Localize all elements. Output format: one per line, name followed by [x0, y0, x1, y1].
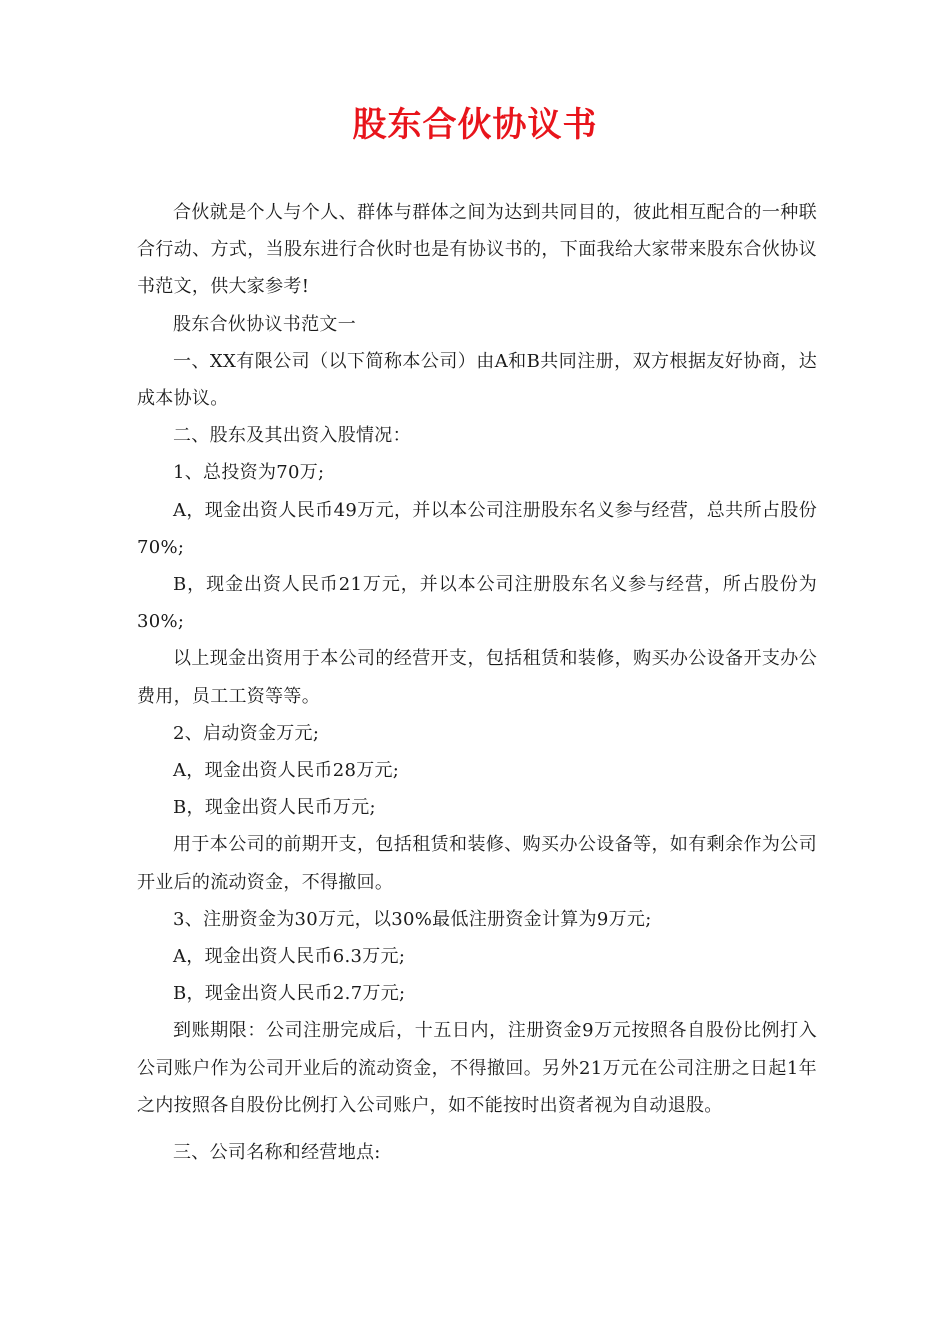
paragraph-section-heading: 股东合伙协议书范文一: [173, 313, 356, 335]
paragraph-clause-2-heading: 二、股东及其出资入股情况：: [173, 425, 411, 447]
paragraph-investor-b: B，现金出资人民币21万元，并以本公司注册股东名义参与经营，所占股份为30%;: [137, 574, 817, 633]
paragraph-registered-capital: 3、注册资金为30万元，以30%最低注册资金计算为9万元;: [173, 908, 652, 930]
document-body: [137, 194, 817, 1171]
document-title: 股东合伙协议书: [352, 105, 598, 145]
paragraph-startup-usage: 用于本公司的前期开支，包括租赁和装修、购买办公设备等，如有剩余作为公司开业后的流动资金，不得撤回。: [137, 834, 817, 893]
paragraph-startup-funds: 2、启动资金万元;: [173, 722, 320, 744]
paragraph-investor-a: A，现金出资人民币49万元，并以本公司注册股东名义参与经营，总共所占股份70%;: [137, 499, 817, 558]
paragraph-deadline: 到账期限：公司注册完成后，十五日内，注册资金9万元按照各自股份比例打入公司账户作为公司开业后的流动资金，不得撤回。另外21万元在公司注册之日起1年之内按照各自股份比例打入公司账户，如不能按时出资者视为自动退股。: [137, 1020, 817, 1116]
paragraph-registered-a: A，现金出资人民币6.3万元;: [173, 946, 406, 968]
paragraph-clause-3-heading: 三、公司名称和经营地点:: [173, 1142, 381, 1164]
paragraph-clause-1: 一、XX有限公司（以下简称本公司）由A和B共同注册，双方根据友好协商，达成本协议。: [137, 350, 817, 410]
paragraph-startup-a: A，现金出资人民币28万元;: [173, 760, 400, 782]
paragraph-intro: 合伙就是个人与个人、群体与群体之间为达到共同目的，彼此相互配合的一种联合行动、方式，当股东进行合伙时也是有协议书的，下面我给大家带来股东合伙协议书范文，供大家参考!: [137, 202, 817, 298]
paragraph-total-investment: 1、总投资为70万;: [173, 462, 325, 484]
paragraph-registered-b: B，现金出资人民币2.7万元;: [173, 983, 406, 1005]
paragraph-startup-b: B，现金出资人民币万元;: [173, 797, 376, 819]
paragraph-usage: 以上现金出资用于本公司的经营开支，包括租赁和装修，购买办公设备开支办公费用，员工工资等等。: [137, 648, 817, 707]
